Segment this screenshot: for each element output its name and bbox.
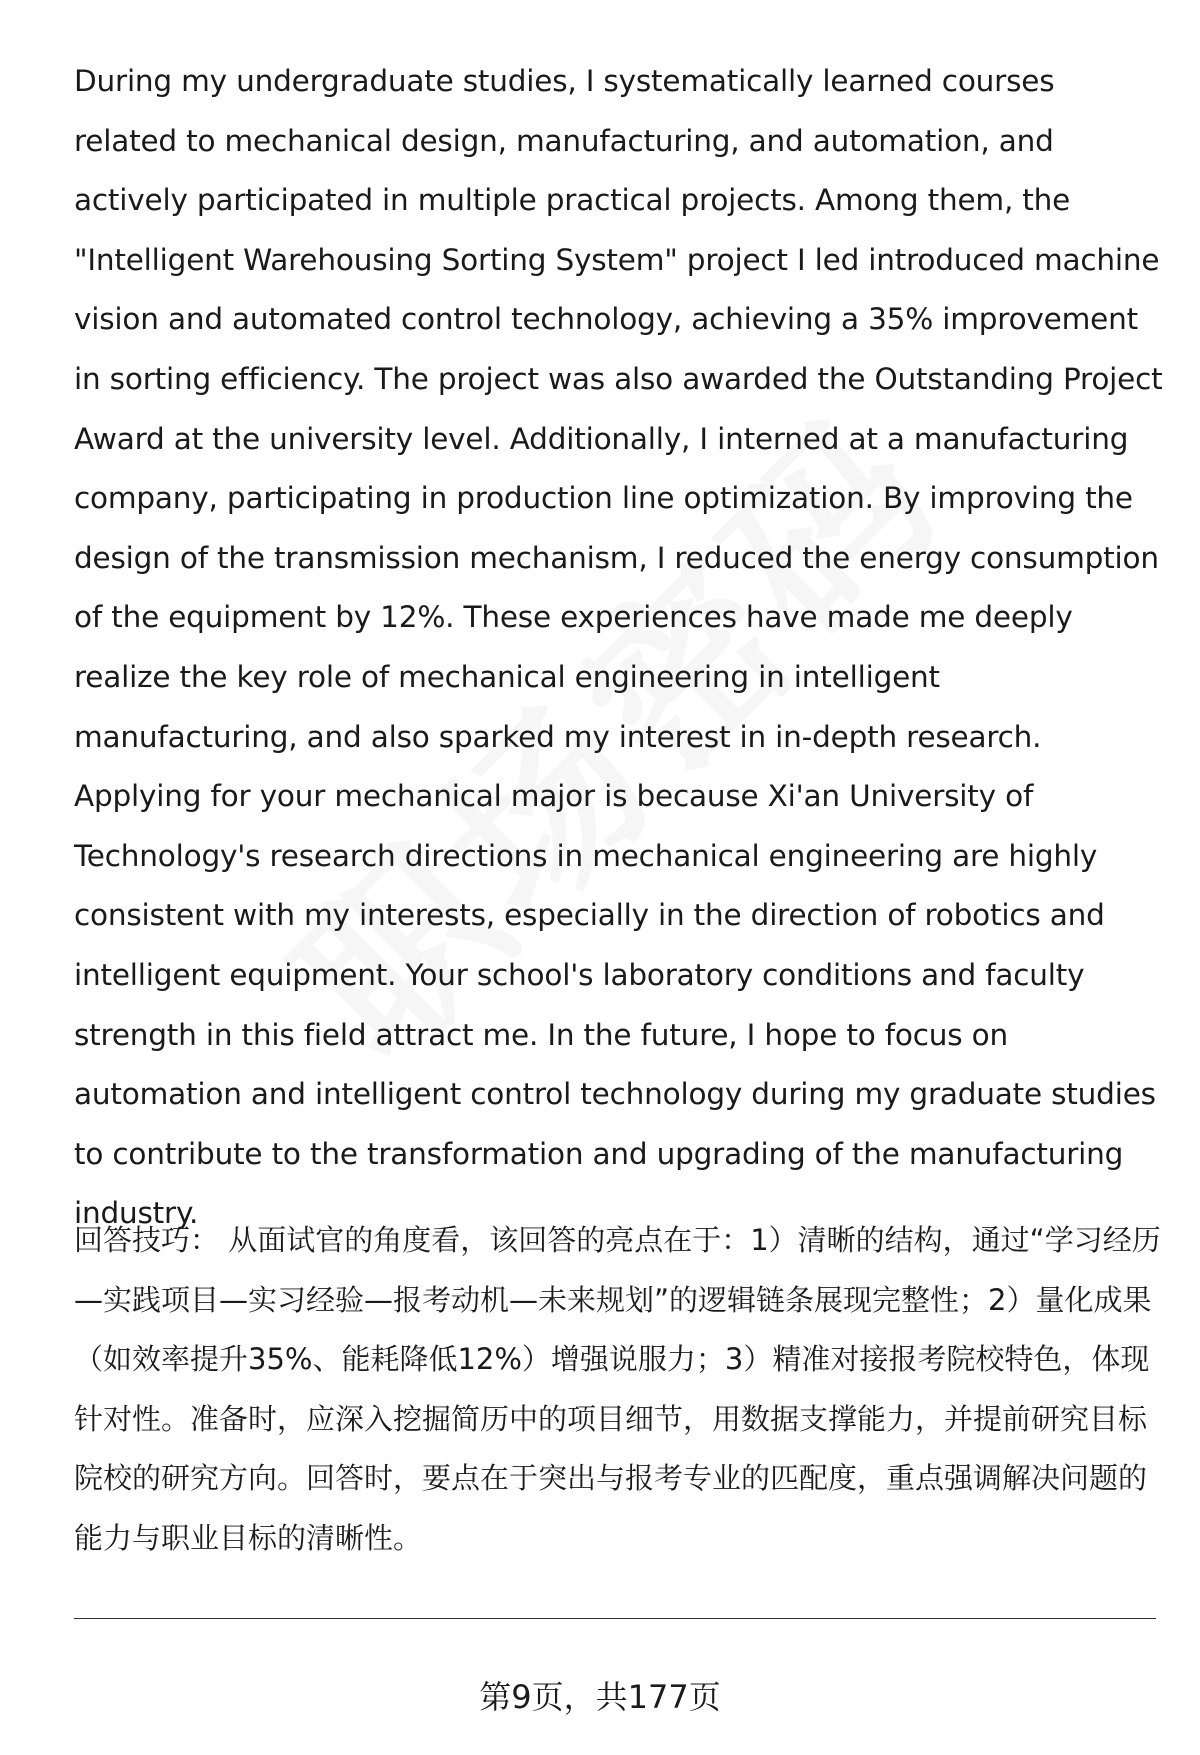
tips-text: 从面试官的角度看，该回答的亮点在于：1）清晰的结构，通过“学习经历—实践项目—实习经验—报考动机—未来规划”的逻辑链条展现完整性；2）量化成果（如效率提升35%、能耗降低12%）增强说服力；3）精准对接报考院校特色，体现针对性。准备时，应深入挖掘简历中的项目细节，用数据支撑能力，并提前研究目标院校的研究方向。回答时，要点在于突出与报考专业的匹配度，重点强调解决问题的能力与职业目标的清晰性。	[74, 1223, 1161, 1555]
answer-paragraph: During my undergraduate studies, I systematically learned courses related to mechanical design, manufacturing, and automation, and actively participated in multiple practical projects. Among them, the "Intelligent Warehousing Sorting System" project I led introduced machine vision and automated control technology, achieving a 35% improvement in sorting efficiency. The project was also awarded the Outstanding Project Award at the university level. Additionally, I interned at a manufacturing company, participating in production line optimization. By improving the design of the transmission mechanism, I reduced the energy consumption of the equipment by 12%. These experiences have made me deeply realize the key role of mechanical engineering in intelligent manufacturing, and also sparked my interest in in-depth research. Applying for your mechanical major is because Xi'an University of Technology's research directions in mechanical engineering are highly consistent with my interests, especially in the direction of robotics and intelligent equipment. Your school's laboratory conditions and faculty strength in this field attract me. In the future, I hope to focus on automation and intelligent control technology during my graduate studies to contribute to the transformation and upgrading of the manufacturing industry.	[74, 64, 1163, 1231]
tips-label: 回答技巧：	[74, 1223, 220, 1257]
footer-divider	[74, 1618, 1156, 1619]
tips-paragraph	[74, 1211, 1164, 1569]
page-number: 第9页，共177页	[479, 1678, 721, 1716]
